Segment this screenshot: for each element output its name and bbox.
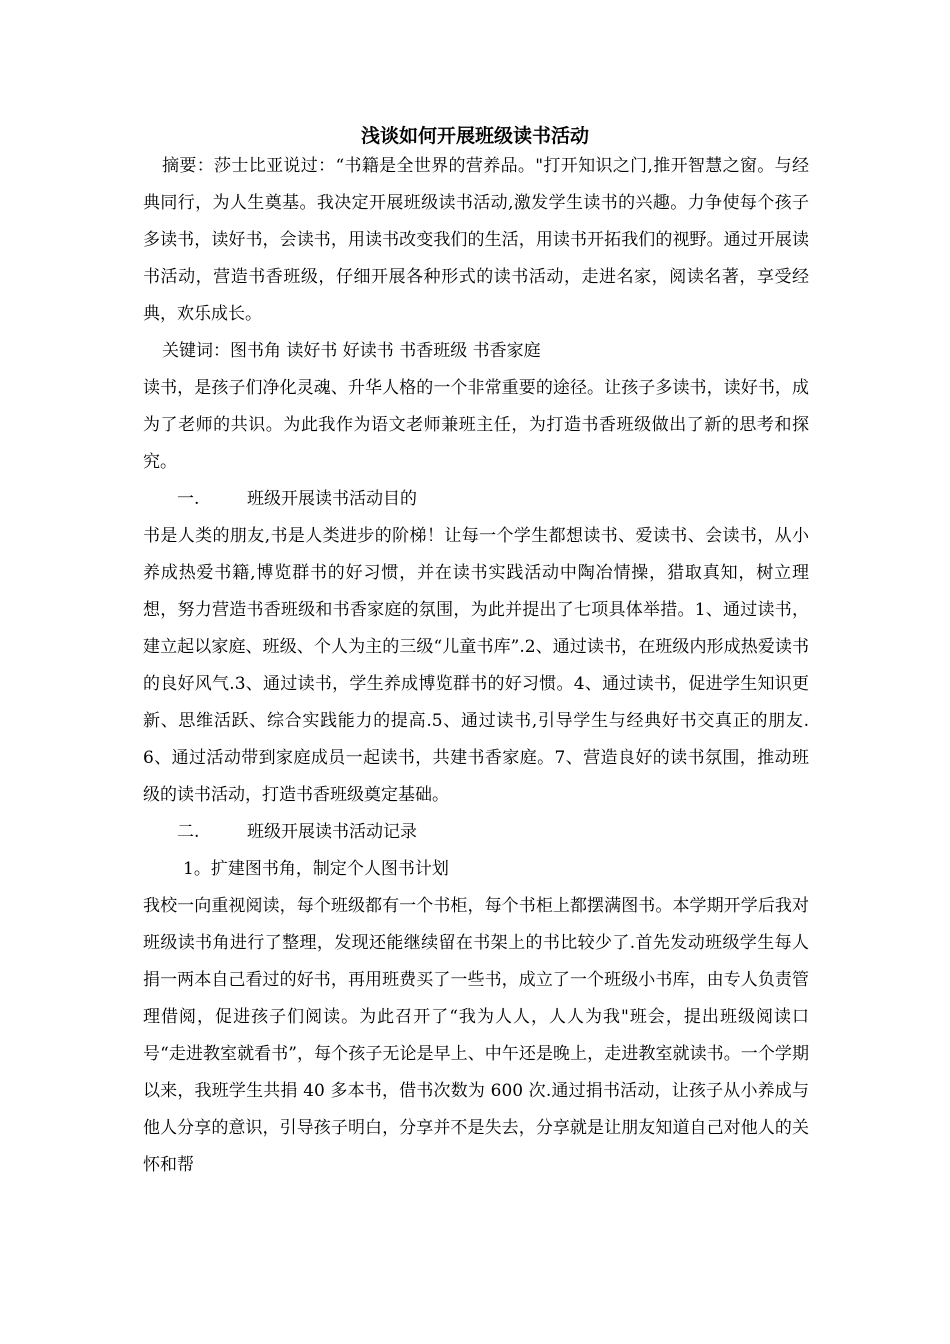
section-2-number: 二. bbox=[177, 822, 200, 842]
abstract-paragraph: 摘要：莎士比亚说过：“书籍是全世界的营养品。"打开知识之门,推开智慧之窗。与经典同行，为人生奠基。我决定开展班级读书活动,激发学生读书的兴趣。力争使每个孩子多读书，读好书，会读书，用读书改变我们的生活，用读书开拓我们的视野。通过开展读书活动，营造书香班级，仔细开展各种形式的读书活动，走进名家，阅读名著，享受经典，欢乐成长。 bbox=[143, 156, 809, 324]
document-title: 浅谈如何开展班级读书活动 bbox=[360, 125, 589, 147]
section-2-heading bbox=[143, 814, 809, 851]
document-body bbox=[143, 148, 809, 1184]
section-1-paragraph: 书是人类的朋友,书是人类进步的阶梯！让每一个学生都想读书、爱读书、会读书，从小养成热爱书籍,博览群书的好习惯，并在读书实践活动中陶冶情操，猎取真知，树立理想，努力营造书香班级和书香家庭的氛围，为此并提出了七项具体举措。1、通过读书，建立起以家庭、班级、个人为主的三级“儿童书库”.2、通过读书，在班级内形成热爱读书的良好风气.3、通过读书，学生养成博览群书的好习惯。4、通过读书，促进学生知识更新、思维活跃、综合实践能力的提高.5、通过读书,引导学生与经典好书交真正的朋友.6、通过活动带到家庭成员一起读书，共建书香家庭。7、营造良好的读书氛围，推动班级的读书活动，打造书香班级奠定基础。 bbox=[143, 526, 809, 805]
section-1-heading bbox=[143, 481, 809, 518]
subsection-2-1-paragraph: 我校一向重视阅读，每个班级都有一个书柜，每个书柜上都摆满图书。本学期开学后我对班级读书角进行了整理，发现还能继续留在书架上的书比较少了.首先发动班级学生每人捐一两本自己看过的好书，再用班费买了一些书，成立了一个班级小书库，由专人负责管理借阅，促进孩子们阅读。为此召开了“我为人人，人人为我"班会，提出班级阅读口号“走进教室就看书”，每个孩子无论是早上、中午还是晚上，走进教室就读书。一个学期以来，我班学生共捐 40 多本书，借书次数为 600 次.通过捐书活动，让孩子从小养成与他人分享的意识，引导孩子明白，分享并不是失去，分享就是让朋友知道自己对他人的关怀和帮 bbox=[143, 896, 809, 1175]
intro-paragraph: 读书，是孩子们净化灵魂、升华人格的一个非常重要的途径。让孩子多读书，读好书，成为了老师的共识。为此我作为语文老师兼班主任，为打造书香班级做出了新的思考和探究。 bbox=[143, 378, 809, 472]
section-2-title: 班级开展读书活动记录 bbox=[247, 822, 417, 842]
subsection-2-1-heading: 1。扩建图书角，制定个人图书计划 bbox=[183, 859, 449, 879]
section-1-number: 一. bbox=[177, 489, 200, 509]
section-1-title: 班级开展读书活动目的 bbox=[247, 489, 417, 509]
keywords-paragraph: 关键词：图书角 读好书 好读书 书香班级 书香家庭 bbox=[162, 341, 541, 361]
